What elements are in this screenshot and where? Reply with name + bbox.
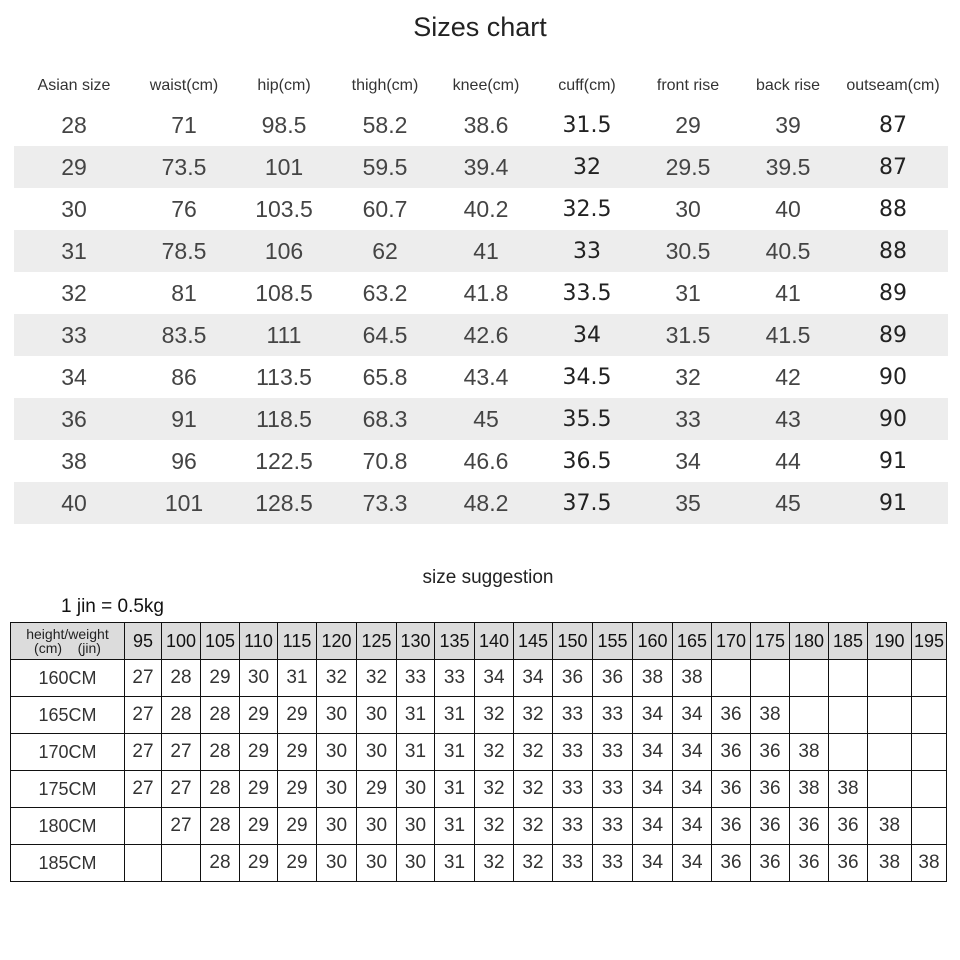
suggested-size-cell: 29 (278, 845, 317, 882)
suggestion-row (11, 734, 947, 771)
size-chart-cell: 106 (234, 230, 334, 272)
suggested-size-cell (125, 808, 162, 845)
suggested-size-cell: 33 (397, 660, 435, 697)
suggested-size-cell: 30 (357, 697, 397, 734)
suggested-size-cell: 31 (435, 845, 475, 882)
size-chart-cell: 118.5 (234, 398, 334, 440)
suggested-size-cell: 38 (868, 845, 912, 882)
weight-header-cell: 120 (317, 623, 357, 660)
suggested-size-cell: 34 (633, 771, 673, 808)
size-chart-cell: 88 (838, 230, 948, 272)
suggested-size-cell: 31 (435, 697, 475, 734)
suggested-size-cell (829, 697, 868, 734)
suggested-size-cell: 28 (201, 697, 240, 734)
height-label-cell: 185CM (11, 845, 125, 882)
suggested-size-cell: 32 (475, 771, 514, 808)
size-chart-header-cell: outseam(cm) (846, 77, 940, 94)
size-chart-cell: 62 (334, 230, 436, 272)
size-chart-cell: 33 (536, 230, 638, 272)
suggested-size-cell: 28 (201, 808, 240, 845)
suggested-size-cell: 33 (593, 808, 633, 845)
size-chart-cell: 101 (234, 146, 334, 188)
size-chart-cell: 48.2 (436, 482, 536, 524)
weight-header-cell: 100 (162, 623, 201, 660)
size-chart-cell: 34 (536, 314, 638, 356)
suggested-size-cell (125, 845, 162, 882)
weight-header-cell: 145 (514, 623, 553, 660)
size-chart-cell: 59.5 (334, 146, 436, 188)
size-chart-cell: 83.5 (134, 314, 234, 356)
size-chart-cell: 29 (675, 111, 701, 138)
size-chart-header-cell: knee(cm) (452, 77, 520, 94)
suggested-size-cell: 32 (475, 808, 514, 845)
size-chart-cell: 40.5 (738, 230, 838, 272)
suggested-size-cell (868, 660, 912, 697)
suggested-size-cell: 36 (593, 660, 633, 697)
suggested-size-cell: 29 (278, 697, 317, 734)
size-chart-cell: 34 (675, 447, 701, 474)
suggested-size-cell: 30 (357, 808, 397, 845)
suggested-size-cell (868, 734, 912, 771)
size-chart-row (14, 398, 948, 440)
size-chart-header-cell: hip(cm) (257, 77, 311, 94)
suggested-size-cell: 36 (712, 734, 751, 771)
size-chart-cell: 37.5 (536, 482, 638, 524)
size-chart-cell: 31.5 (562, 112, 612, 138)
weight-header-cell: 195 (912, 623, 947, 660)
size-chart-cell: 87 (879, 112, 907, 138)
suggested-size-cell: 33 (593, 734, 633, 771)
suggested-size-cell: 27 (162, 734, 201, 771)
suggested-size-cell: 33 (553, 697, 593, 734)
suggested-size-cell: 29 (278, 808, 317, 845)
size-chart-cell: 38 (61, 447, 87, 474)
size-chart-cell: 86 (171, 363, 197, 390)
suggested-size-cell: 33 (553, 808, 593, 845)
suggested-size-cell: 32 (514, 697, 553, 734)
suggested-size-cell: 34 (673, 697, 712, 734)
suggested-size-cell: 36 (790, 808, 829, 845)
size-chart-header-cell: front rise (656, 77, 720, 94)
suggested-size-cell: 30 (317, 808, 357, 845)
weight-header-cell: 190 (868, 623, 912, 660)
size-chart-table (14, 68, 948, 524)
suggested-size-cell: 30 (357, 845, 397, 882)
suggested-size-cell (912, 697, 947, 734)
weight-header-cell: 180 (790, 623, 829, 660)
weight-header-cell: 150 (553, 623, 593, 660)
size-chart-header-row (14, 68, 948, 104)
size-chart-cell: 31.5 (638, 314, 738, 356)
size-chart-row (14, 230, 948, 272)
suggested-size-cell: 30 (317, 697, 357, 734)
weight-header-cell: 135 (435, 623, 475, 660)
suggestion-row (11, 845, 947, 882)
size-chart-cell: 46.6 (463, 447, 509, 474)
suggested-size-cell: 38 (868, 808, 912, 845)
size-suggestion-table (10, 622, 947, 882)
size-chart-row (14, 104, 948, 146)
suggested-size-cell: 33 (435, 660, 475, 697)
suggested-size-cell: 29 (357, 771, 397, 808)
suggested-size-cell: 36 (712, 808, 751, 845)
size-chart-cell: 35.5 (536, 398, 638, 440)
suggested-size-cell: 32 (317, 660, 357, 697)
suggested-size-cell: 36 (751, 845, 790, 882)
suggested-size-cell: 29 (278, 771, 317, 808)
size-chart-cell: 32 (675, 363, 701, 390)
size-chart-cell: 31 (14, 230, 134, 272)
size-chart-row (14, 146, 948, 188)
size-chart-cell: 32.5 (562, 196, 612, 222)
suggested-size-cell: 38 (790, 734, 829, 771)
size-chart-cell: 64.5 (334, 314, 436, 356)
suggested-size-cell (868, 771, 912, 808)
suggested-size-cell: 34 (633, 697, 673, 734)
size-chart-cell: 35 (638, 482, 738, 524)
suggested-size-cell: 30 (397, 845, 435, 882)
size-chart-cell: 90 (879, 364, 907, 390)
size-chart-row (14, 356, 948, 398)
size-chart-cell: 31 (675, 279, 701, 306)
size-chart-cell: 41.5 (738, 314, 838, 356)
suggested-size-cell: 36 (751, 808, 790, 845)
size-chart-cell: 29.5 (638, 146, 738, 188)
suggested-size-cell: 29 (240, 771, 278, 808)
suggested-size-cell: 28 (201, 734, 240, 771)
suggested-size-cell: 32 (475, 845, 514, 882)
size-chart-cell: 38.6 (463, 111, 509, 138)
suggestion-row (11, 808, 947, 845)
suggested-size-cell: 34 (514, 660, 553, 697)
suggested-size-cell: 36 (712, 845, 751, 882)
size-chart-cell: 29 (14, 146, 134, 188)
suggested-size-cell: 34 (673, 845, 712, 882)
size-chart-cell: 40.2 (463, 195, 509, 222)
suggested-size-cell: 36 (751, 771, 790, 808)
weight-header-cell: 160 (633, 623, 673, 660)
size-chart-cell: 42 (775, 363, 801, 390)
suggested-size-cell: 31 (435, 808, 475, 845)
weight-header-cell: 175 (751, 623, 790, 660)
suggested-size-cell: 30 (397, 808, 435, 845)
suggested-size-cell: 38 (673, 660, 712, 697)
suggested-size-cell (790, 697, 829, 734)
suggested-size-cell: 32 (514, 771, 553, 808)
suggested-size-cell: 33 (593, 845, 633, 882)
suggested-size-cell: 27 (125, 697, 162, 734)
suggested-size-cell: 29 (240, 845, 278, 882)
suggestion-title: size suggestion (422, 567, 554, 588)
suggested-size-cell: 30 (397, 771, 435, 808)
size-chart-cell: 39.5 (738, 146, 838, 188)
suggested-size-cell (712, 660, 751, 697)
size-chart-cell: 45 (436, 398, 536, 440)
size-chart-cell: 68.3 (334, 398, 436, 440)
weight-header-cell: 125 (357, 623, 397, 660)
size-chart-cell: 128.5 (234, 482, 334, 524)
weight-header-cell: 165 (673, 623, 712, 660)
suggested-size-cell: 32 (514, 734, 553, 771)
corner-header-cell (11, 623, 125, 660)
suggested-size-cell: 27 (125, 734, 162, 771)
suggested-size-cell (829, 734, 868, 771)
suggested-size-cell: 31 (397, 697, 435, 734)
size-chart-row (14, 272, 948, 314)
weight-header-cell: 95 (125, 623, 162, 660)
size-chart-header-cell: thigh(cm) (351, 77, 419, 94)
size-chart-cell: 34.5 (562, 364, 612, 390)
size-chart-cell: 28 (61, 111, 87, 138)
suggested-size-cell: 30 (317, 771, 357, 808)
suggested-size-cell: 30 (317, 734, 357, 771)
weight-header-cell: 105 (201, 623, 240, 660)
size-chart-header-cell: Asian size (37, 77, 111, 94)
size-chart-cell: 73.3 (334, 482, 436, 524)
suggested-size-cell: 33 (593, 697, 633, 734)
suggested-size-cell: 34 (633, 808, 673, 845)
suggested-size-cell: 28 (201, 845, 240, 882)
size-chart-cell: 113.5 (256, 363, 312, 390)
size-chart-cell: 43.4 (463, 363, 509, 390)
suggested-size-cell (912, 660, 947, 697)
suggested-size-cell: 30 (240, 660, 278, 697)
suggested-size-cell: 36 (751, 734, 790, 771)
suggested-size-cell: 29 (240, 734, 278, 771)
suggested-size-cell: 28 (201, 771, 240, 808)
size-chart-cell: 34 (61, 363, 87, 390)
height-label-cell: 170CM (11, 734, 125, 771)
suggested-size-cell: 33 (553, 845, 593, 882)
weight-header-cell: 115 (278, 623, 317, 660)
size-chart-cell: 45 (738, 482, 838, 524)
size-chart-cell: 90 (838, 398, 948, 440)
suggested-size-cell: 34 (633, 845, 673, 882)
size-chart-cell: 39 (775, 111, 801, 138)
suggested-size-cell: 33 (593, 771, 633, 808)
suggestion-row (11, 697, 947, 734)
size-chart-cell: 32 (61, 279, 87, 306)
suggested-size-cell: 38 (829, 771, 868, 808)
size-chart-cell: 91 (879, 448, 907, 474)
suggested-size-cell: 29 (240, 697, 278, 734)
size-chart-row (14, 314, 948, 356)
size-chart-cell: 91 (134, 398, 234, 440)
size-chart-cell: 78.5 (134, 230, 234, 272)
suggested-size-cell: 36 (829, 845, 868, 882)
size-chart-cell: 41.8 (463, 279, 509, 306)
suggested-size-cell: 38 (790, 771, 829, 808)
suggested-size-cell (912, 771, 947, 808)
size-chart-cell: 42.6 (436, 314, 536, 356)
size-chart-cell: 89 (838, 314, 948, 356)
suggested-size-cell: 32 (357, 660, 397, 697)
size-chart-cell: 71 (171, 111, 197, 138)
suggested-size-cell: 29 (240, 808, 278, 845)
size-chart-row (14, 188, 948, 230)
suggested-size-cell: 34 (673, 734, 712, 771)
suggested-size-cell: 32 (514, 808, 553, 845)
suggested-size-cell: 36 (712, 771, 751, 808)
size-chart-cell: 30.5 (638, 230, 738, 272)
suggestion-row (11, 660, 947, 697)
suggested-size-cell: 32 (475, 734, 514, 771)
suggested-size-cell: 29 (278, 734, 317, 771)
size-chart-cell: 91 (838, 482, 948, 524)
suggested-size-cell: 33 (553, 734, 593, 771)
unit-note: 1 jin = 0.5kg (61, 596, 164, 617)
size-chart-cell: 44 (775, 447, 801, 474)
size-chart-cell: 41 (436, 230, 536, 272)
size-chart-cell: 63.2 (362, 279, 408, 306)
suggested-size-cell: 28 (162, 697, 201, 734)
suggested-size-cell: 31 (397, 734, 435, 771)
size-chart-cell: 40 (14, 482, 134, 524)
suggested-size-cell: 34 (673, 808, 712, 845)
suggested-size-cell: 27 (162, 771, 201, 808)
weight-header-cell: 185 (829, 623, 868, 660)
size-chart-cell: 32 (536, 146, 638, 188)
size-chart-cell: 33 (638, 398, 738, 440)
size-chart-cell: 65.8 (362, 363, 408, 390)
size-chart-cell: 33 (14, 314, 134, 356)
height-label-cell: 175CM (11, 771, 125, 808)
suggested-size-cell (912, 734, 947, 771)
corner-units-label: (cm) (jin) (34, 640, 101, 656)
size-chart-cell: 98.5 (261, 111, 307, 138)
size-chart-cell: 60.7 (362, 195, 408, 222)
size-chart-cell: 101 (134, 482, 234, 524)
suggested-size-cell: 34 (475, 660, 514, 697)
size-chart-cell: 122.5 (255, 447, 313, 474)
size-chart-row (14, 440, 948, 482)
size-chart-cell: 58.2 (362, 111, 408, 138)
weight-header-cell: 170 (712, 623, 751, 660)
suggested-size-cell: 36 (829, 808, 868, 845)
suggested-size-cell: 32 (514, 845, 553, 882)
size-chart-cell: 36.5 (562, 448, 612, 474)
size-chart-header-cell: back rise (755, 77, 821, 94)
size-chart-cell: 30 (675, 195, 701, 222)
size-chart-cell: 81 (171, 279, 197, 306)
suggested-size-cell: 36 (790, 845, 829, 882)
size-chart-cell: 111 (234, 314, 334, 356)
size-chart-cell: 70.8 (362, 447, 408, 474)
suggested-size-cell: 32 (475, 697, 514, 734)
suggested-size-cell: 30 (317, 845, 357, 882)
height-label-cell: 180CM (11, 808, 125, 845)
size-chart-cell: 30 (61, 195, 87, 222)
size-chart-cell: 88 (879, 196, 907, 222)
suggested-size-cell (829, 660, 868, 697)
size-chart-cell: 87 (838, 146, 948, 188)
suggested-size-cell (162, 845, 201, 882)
size-chart-cell: 76 (171, 195, 197, 222)
suggested-size-cell: 36 (553, 660, 593, 697)
size-chart-row (14, 482, 948, 524)
suggested-size-cell: 31 (278, 660, 317, 697)
suggested-size-cell: 38 (912, 845, 947, 882)
corner-height-weight-label: height/weight (26, 626, 109, 642)
suggested-size-cell: 38 (633, 660, 673, 697)
suggestion-row (11, 771, 947, 808)
suggested-size-cell: 34 (633, 734, 673, 771)
weight-header-cell: 130 (397, 623, 435, 660)
suggested-size-cell: 36 (712, 697, 751, 734)
size-chart-cell: 39.4 (436, 146, 536, 188)
suggestion-header-row (11, 623, 947, 660)
weight-header-cell: 110 (240, 623, 278, 660)
suggested-size-cell (912, 808, 947, 845)
height-label-cell: 160CM (11, 660, 125, 697)
suggested-size-cell: 28 (162, 660, 201, 697)
size-chart-cell: 96 (171, 447, 197, 474)
size-chart-cell: 40 (775, 195, 801, 222)
size-chart-header-cell: cuff(cm) (558, 77, 616, 94)
suggested-size-cell: 27 (162, 808, 201, 845)
weight-header-cell: 155 (593, 623, 633, 660)
size-chart-cell: 73.5 (134, 146, 234, 188)
height-label-cell: 165CM (11, 697, 125, 734)
suggested-size-cell: 29 (201, 660, 240, 697)
suggested-size-cell (751, 660, 790, 697)
size-chart-cell: 89 (879, 280, 907, 306)
suggested-size-cell: 31 (435, 771, 475, 808)
size-chart-cell: 108.5 (255, 279, 313, 306)
suggested-size-cell: 38 (751, 697, 790, 734)
suggested-size-cell (868, 697, 912, 734)
size-chart-cell: 41 (775, 279, 801, 306)
page-title: Sizes chart (413, 12, 547, 42)
size-chart-cell: 43 (738, 398, 838, 440)
suggested-size-cell: 31 (435, 734, 475, 771)
suggested-size-cell: 27 (125, 660, 162, 697)
size-chart-cell: 36 (14, 398, 134, 440)
suggested-size-cell (790, 660, 829, 697)
size-chart-cell: 103.5 (255, 195, 313, 222)
size-chart-header-cell: waist(cm) (149, 77, 219, 94)
weight-header-cell: 140 (475, 623, 514, 660)
size-chart-cell: 33.5 (562, 280, 612, 306)
suggested-size-cell: 34 (673, 771, 712, 808)
suggested-size-cell: 30 (357, 734, 397, 771)
suggested-size-cell: 33 (553, 771, 593, 808)
suggested-size-cell: 27 (125, 771, 162, 808)
